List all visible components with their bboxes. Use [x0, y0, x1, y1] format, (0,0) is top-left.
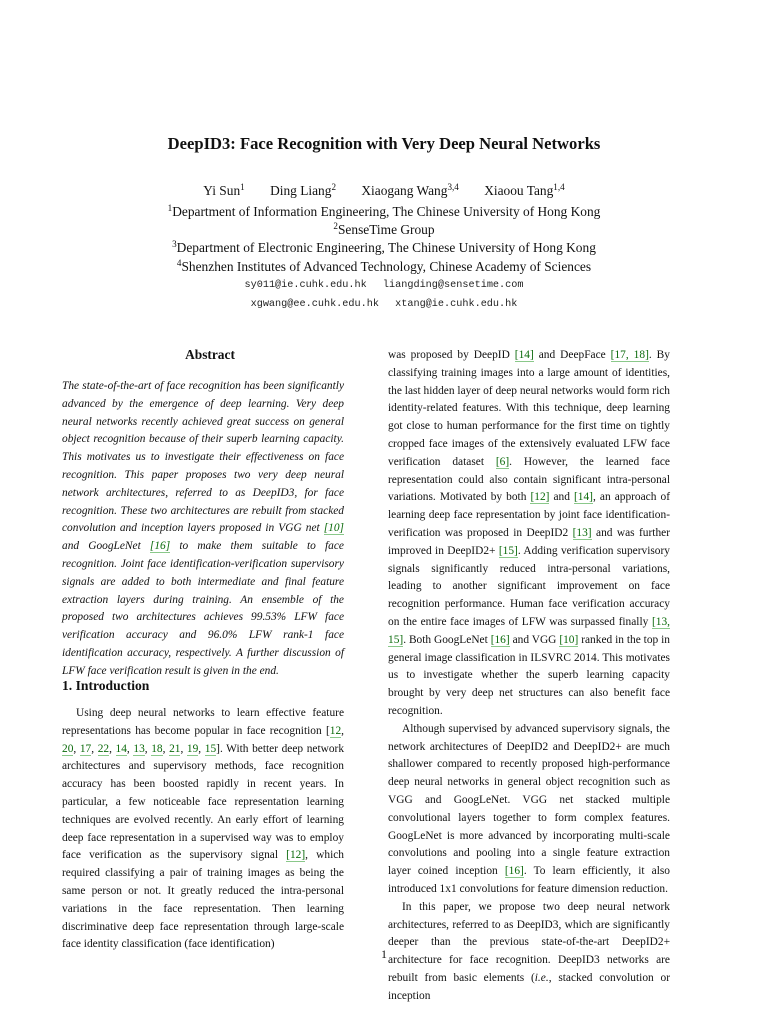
email-xiaogang-wang[interactable]: xgwang@ee.cuhk.edu.hk	[250, 299, 379, 310]
author-xiaogang-wang: Xiaogang Wang$^{3,4}$	[361, 182, 459, 198]
citation-link[interactable]: 19	[186, 742, 199, 755]
citation-link[interactable]: [6]	[495, 455, 510, 468]
citation-link[interactable]: [14]	[574, 491, 593, 504]
citation-link[interactable]: [13]	[572, 526, 592, 539]
author-yi-sun: Yi Sun$^1$	[203, 182, 245, 198]
paper-title: DeepID3: Face Recognition with Very Deep Neural Networks	[167, 134, 601, 153]
citation-link[interactable]: 17	[79, 742, 92, 755]
citation-link[interactable]: 20	[62, 742, 74, 755]
email-yi-sun[interactable]: sy011@ie.cuhk.edu.hk	[244, 280, 367, 291]
intro-paragraph-3: In this paper, we propose two deep neural network architectures, referred to as DeepID3, which are significantly deeper than the previous state-of-the-art DeepID2+ architecture for face recognition. DeepID3 networks are rebuilt from basic elements (i.e., stacked convolution or inception	[388, 900, 670, 1002]
affiliation-3: $^3$Department of Electronic Engineering, The Chinese University of Hong Kong	[172, 239, 596, 255]
citation-link[interactable]: [15]	[498, 544, 518, 557]
citation-link[interactable]: [16]	[504, 865, 524, 878]
email-row-2	[0, 299, 768, 310]
citation-link[interactable]: [13, 15]	[388, 615, 670, 646]
citation-link[interactable]: 13	[133, 742, 145, 755]
author-xiaoou-tang: Xiaoou Tang$^{1,4}$	[484, 182, 565, 198]
page-number: 1	[381, 947, 387, 961]
citation-link[interactable]: 15	[204, 742, 217, 755]
author-ding-liang: Ding Liang$^2$	[270, 182, 336, 198]
email-row-1	[0, 280, 768, 291]
citation-link[interactable]: 14	[115, 742, 127, 755]
citation-link[interactable]: [10]	[323, 522, 344, 535]
abstract-body: The state-of-the-art of face recognition has been significantly advanced by the emergence of deep learning. Very deep neural networks recently achieved great success on general object recognition because of their superb learning capacity. This motivates us to investigate their effectiveness on face recognition. This paper proposes two very deep neural network architectures, referred to as DeepID3, for face recognition. These two architectures are rebuilt from stacked convolution and inception layers proposed in VGG net [10] and GoogLeNet [16] to make them suitable to face recognition. Joint face identification-verification supervisory signals are added to both intermediate and final feature extraction layers during training. An ensemble of the proposed two architectures achieves 99.53% LFW face verification accuracy and 96.0% LFW rank-1 face identification accuracy, respectively. A further discussion of LFW face verification result is given in the end.	[62, 380, 344, 677]
citation-link[interactable]: [14]	[514, 349, 534, 361]
citation-link[interactable]: [12]	[530, 491, 550, 504]
citation-link[interactable]: 12	[329, 724, 342, 737]
citation-link[interactable]: [16]	[490, 633, 510, 646]
citation-link[interactable]: 22	[97, 742, 110, 755]
abstract-heading: Abstract	[185, 347, 235, 362]
right-column-body	[388, 347, 670, 1005]
intro-paragraph-2: Although supervised by advanced supervisory signals, the network architectures of DeepID2 and DeepID2+ are much shallower compared to recently proposed high-performance deep neural networks in general object recognition such as VGG and GoogLeNet. VGG net stacked multiple convolutional layers together to form complex features. GoogLeNet is more advanced by incorporating multi-scale convolutions and pooling into a single feature extraction layer coined inception [16]. To learn efficiently, it also introduced 1x1 convolutions for feature dimension reduction.	[388, 722, 671, 895]
email-xiaoou-tang[interactable]: xtang@ie.cuhk.edu.hk	[395, 299, 518, 310]
affiliation-1: $^1$Department of Information Engineering, The Chinese University of Hong Kong	[167, 203, 601, 219]
intro-paragraph-1-continued: was proposed by DeepID [14] and DeepFace [17, 18]. By classifying training images into a large amount of identities, the last hidden layer of deep neural networks would form rich identity-related features. With this technique, deep learning got close to human performance for the first time on tightly cropped face images of the extensively evaluated LFW face verification dataset [6]. However, the learned face representation could also contain significant intra-personal variations. Motivated by both [12] and [14], an approach of learning deep face representation by joint face identification-verification was proposed in DeepID2 [13] and was further improved in DeepID2+ [15]. Adding verification supervisory signals significantly reduced intra-personal variations, leading to another significant improvement on face recognition performance. Human face verification accuracy on the entire face images of LFW was surpassed finally [13, 15]. Both GoogLeNet [16] and VGG [10] ranked in the top in general image classification in ILSVRC 2014. This motivates us to investigate whether the superb learning capacity brought by very deep net structures can also benefit face recognition.	[388, 349, 671, 717]
citation-link[interactable]: 18	[151, 742, 163, 755]
citation-link[interactable]: [16]	[149, 540, 171, 553]
citation-link[interactable]: 21	[169, 742, 181, 755]
citation-link[interactable]: [17, 18]	[610, 349, 649, 361]
citation-link[interactable]: [12]	[286, 849, 306, 862]
affiliation-2: $^2$SenseTime Group	[333, 221, 435, 237]
section-heading-introduction: 1. Introduction	[62, 678, 150, 693]
citation-link[interactable]: [10]	[559, 633, 579, 646]
email-ding-liang[interactable]: liangding@sensetime.com	[382, 280, 524, 291]
affiliation-4: $^4$Shenzhen Institutes of Advanced Technology, Chinese Academy of Sciences	[176, 258, 592, 274]
intro-paragraph-1: Using deep neural networks to learn effective feature representations has become popular in face recognition [12, 20, 17, 22, 14, 13, 18, 21, 19, 15]. With better deep network architectures and supervisory methods, face recognition accuracy has been boosted rapidly in recent years. In particular, a few noticeable face representation learning techniques are evolved recently. An early effort of learning deep face representation in a supervised way was to employ face verification as the supervisory signal [12], which required classifying a pair of training images as being the same person or not. It greatly reduced the intra-personal variations in the face representation. Then learning discriminative deep face representation through large-scale face identity classification (face identification)	[62, 707, 345, 951]
author-list	[0, 183, 768, 199]
